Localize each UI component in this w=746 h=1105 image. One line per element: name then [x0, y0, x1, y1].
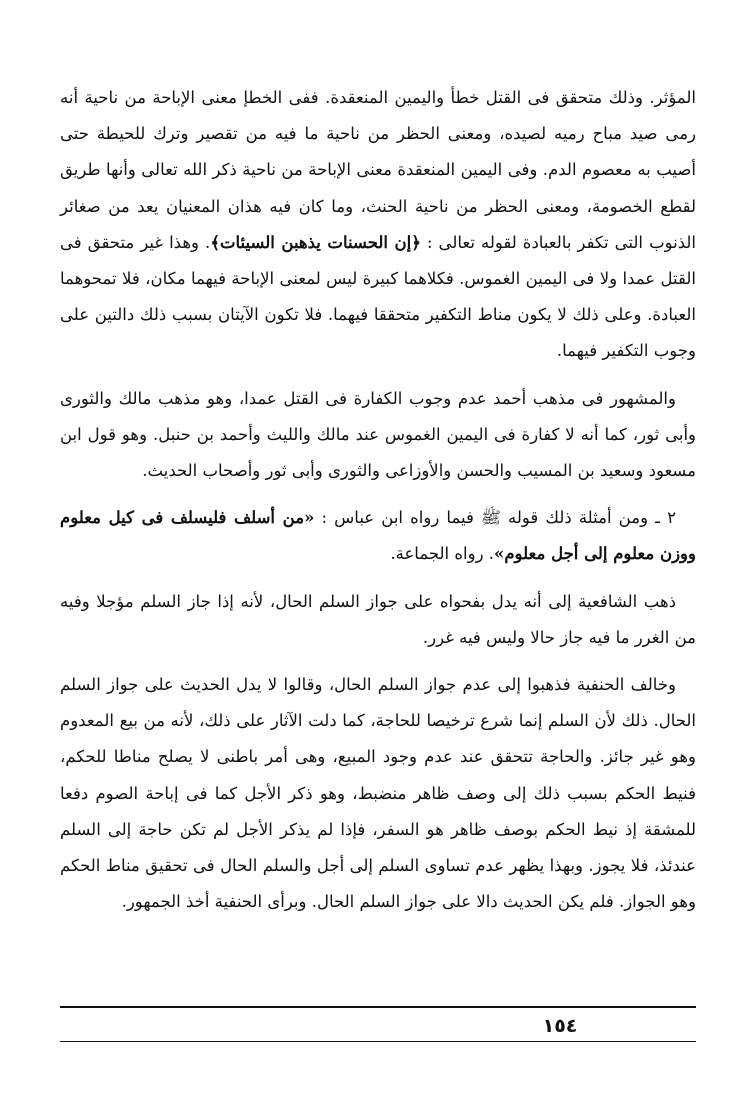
page-number: ١٥٤	[542, 1015, 578, 1037]
paragraph-2	[60, 381, 696, 490]
body-text	[60, 80, 696, 920]
paragraph-2-text: والمشهور فى مذهب أحمد عدم وجوب الكفارة فى القتل عمدا، وهو مذهب مالك والثورى وأبى ثور، كما أنه لا كفارة فى اليمين الغموس عند مالك والليث وأحمد بن حنبل. وهو قول ابن مسعود وسعيد بن المسيب والحسن والأوزاعى والثورى وأبى ثور وأصحاب الحديث.	[60, 388, 696, 481]
paragraph-3	[60, 500, 696, 572]
paragraph-1	[60, 80, 696, 370]
paragraph-5	[60, 667, 696, 920]
hadith-quote: «من أسلف فليسلف فى كيل معلوم ووزن معلوم إلى أجل معلوم»	[60, 508, 696, 564]
paragraph-3-text: ٢ ـ ومن أمثلة ذلك قوله ﷺ فيما رواه ابن عباس :	[314, 508, 676, 528]
paragraph-1-text: المؤثر. وذلك متحقق فى القتل خطأ واليمين المنعقدة. ففى الخطإ معنى الإباحة من ناحية أنه رمى صيد مباح رميه لصيده، ومعنى الحظر من ناحية ما فيه من تقصير وترك للحيطة حتى أصيب به معصوم الدم. وفى اليمين المنعقدة معنى الإباحة من ناحية ذكر الله تعالى وأنها طريق لقطع الخصومة، ومعنى الحظر من ناحية الحنث، وما كان فيه هذان المعنيان يعد من صغائر الذنوب التى تكفر بالعبادة لقوله تعالى :	[60, 88, 696, 252]
footer-rule-top	[60, 1006, 696, 1008]
paragraph-4	[60, 584, 696, 656]
paragraph-5-text: وخالف الحنفية فذهبوا إلى عدم جواز السلم الحال، وقالوا لا يدل الحديث على جواز السلم الحال. ذلك لأن السلم إنما شرع ترخيصا للحاجة، كما دلت الآثار على ذلك، لأنه من بيع المعدوم وهو غير جائز. والحاجة تتحقق عند عدم وجود المبيع، وهى أمر باطنى لا يصلح مناطا للحكم، فنيط الحكم بسبب ذلك إلى وصف ظاهر منضبط، وهو ذكر الأجل كما فى إباحة الصوم دفعا للمشقة إذ نيط الحكم بوصف ظاهر هو السفر، فإذا لم يذكر الأجل لم تكن حاجة إلى السلم عندئذ، فلا يجوز. وبهذا يظهر عدم تساوى السلم إلى أجل والسلم الحال فى تحقيق مناط الحكم وهو الجواز. فلم يكن الحديث دالا على جواز السلم الحال. وبرأى الحنفية أخذ الجمهور.	[60, 675, 696, 912]
footer-rule-bottom	[60, 1041, 696, 1042]
paragraph-3-continuation: . رواه الجماعة.	[390, 544, 495, 564]
paragraph-1-continuation: . وهذا غير متحقق فى القتل عمدا ولا فى اليمين الغموس. فكلاهما كبيرة ليس لمعنى الإباحة فيهما مكان، فلا تمحوهما العبادة. وعلى ذلك لا يكون مناط التكفير متحققا فيهما. فلا تكون الآيتان بسبب ذلك دالتين على وجوب التكفير فيهما.	[60, 232, 696, 361]
paragraph-4-text: ذهب الشافعية إلى أنه يدل بفحواه على جواز السلم الحال، لأنه إذا جاز السلم مؤجلا وفيه من الغرر ما فيه جاز حالا وليس فيه غرر.	[60, 591, 696, 647]
quran-quote: ﴿إن الحسنات يذهبن السيئات﴾	[210, 232, 421, 252]
